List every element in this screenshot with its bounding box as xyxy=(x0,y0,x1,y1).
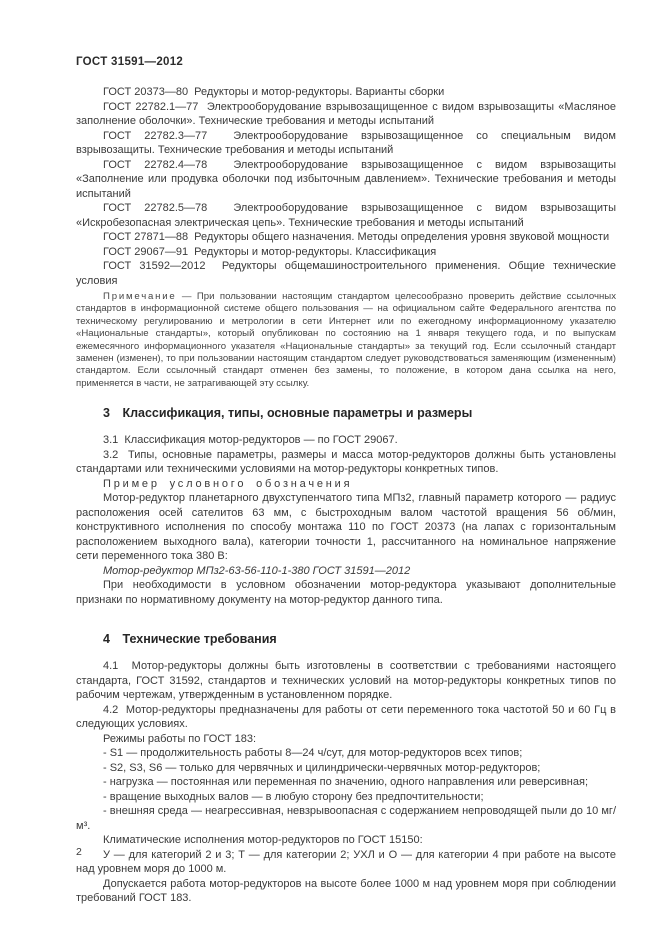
example-designation-text: Мотор-редуктор планетарного двухступенчатого типа МПз2, главный параметр которого — радиус расположения осей сателитов 63 мм, с быстроходным валом частотой вращения 56 об/мин, конструктивного исполнения по способу монтажа 110 по ГОСТ 20373 (на лапах с горизонтальным расположением выходного вала), категории точности 1, рассчитанного на номинальное напряжение сети переменного тока 380 В: xyxy=(76,492,616,563)
note-paragraph xyxy=(76,291,616,390)
clause-3-2: 3.2 Типы, основные параметры, размеры и масса мотор-редукторов должны быть установлены стандартами или техническими условиями на мотор-редукторы конкретных типов. xyxy=(76,448,616,476)
climate-categories: У — для категорий 2 и 3; Т — для категории 2; УХЛ и О — для категории 4 при работе на высоте над уровнем моря до 1000 м. xyxy=(76,848,616,876)
reference-item: ГОСТ 22782.3—77 Электрооборудование взрывозащищенное со специальным видом взрывозащиты. Технические требования и методы испытаний xyxy=(76,129,616,156)
document-header: ГОСТ 31591—2012 xyxy=(76,56,184,68)
work-mode-item: - S2, S3, S6 — только для червячных и цилиндрически-червячных мотор-редукторов; xyxy=(103,761,541,774)
note-label: Примечание xyxy=(103,291,177,302)
section-4-heading xyxy=(76,631,616,647)
work-mode-item: - внешняя среда — неагрессивная, невзрывоопасная с содержанием непроводящей пыли до 10 мг/м³. xyxy=(76,805,616,832)
reference-item: ГОСТ 27871—88 Редукторы общего назначения. Методы определения уровня звуковой мощности xyxy=(103,231,610,243)
section-3-title: Классификация, типы, основные параметры и размеры xyxy=(122,406,473,421)
reference-item: ГОСТ 22782.1—77 Электрооборудование взрывозащищенное с видом взрывозащиты «Масляное заполнение оболочки». Технические требования и методы испытаний xyxy=(76,100,616,127)
work-mode-item: - S1 — продолжительность работы 8—24 ч/сут, для мотор-редукторов всех типов; xyxy=(103,747,523,760)
section-4-number: 4 xyxy=(103,632,110,647)
reference-item: ГОСТ 29067—91 Редукторы и мотор-редукторы. Классификация xyxy=(103,245,437,258)
note-text: — При пользовании настоящим стандартом целесообразно проверить действие ссылочных стандартов в информационной системе общего пользования — на официальном сайте Федерального агентства по техническому регулированию и метрологии в сети Интернет или по ежегодному информационному указателю «Национальные стандарты», который опубликован по состоянию на 1 января текущего года, и по выпускам ежемесячного информационного указателя «Национальные стандарты» за текущий год. Если ссылочный стандарт заменен (изменен), то при пользовании настоящим стандартом следует руководствоваться заменяющим (измененным) стандартом. Если ссылочный стандарт отменен без замены, то положение, в котором дана ссылка на него, применяется в части, не затрагивающей эту ссылку. xyxy=(76,291,617,389)
example-designation-label: Пример условного обозначения xyxy=(103,477,353,490)
section-4-title: Технические требования xyxy=(122,632,277,647)
climate-intro: Климатические исполнения мотор-редукторов по ГОСТ 15150: xyxy=(103,834,423,847)
section-3-heading xyxy=(76,405,616,421)
work-mode-item: - нагрузка — постоянная или переменная по значению, одного направления или реверсивная; xyxy=(103,776,588,789)
page-number: 2 xyxy=(76,846,82,858)
clause-4-2: 4.2 Мотор-редукторы предназначены для работы от сети переменного тока частотой 50 и 60 Гц в следующих условиях. xyxy=(76,703,616,731)
work-mode-item: - вращение выходных валов — в любую сторону без предпочтительности; xyxy=(103,790,484,803)
altitude-allowance: Допускается работа мотор-редукторов на высоте более 1000 м над уровнем моря при соблюдении требований ГОСТ 183. xyxy=(76,877,616,905)
clause-3-closing: При необходимости в условном обозначении мотор-редуктора указывают дополнительные признаки по нормативному документу на мотор-редуктор данного типа. xyxy=(76,579,616,606)
clause-3-1: 3.1 Классификация мотор-редукторов — по ГОСТ 29067. xyxy=(103,434,398,447)
motor-reducer-designation: Мотор-редуктор МПз2-63-56-110-1-380 ГОСТ 31591—2012 xyxy=(103,564,411,577)
clause-4-1: 4.1 Мотор-редукторы должны быть изготовлены в соответствии с требованиями настоящего стандарта, ГОСТ 31592, стандартов и технических условий на мотор-редукторы конкретных типов по рабочим чертежам, утвержденным в установленном порядке. xyxy=(76,660,616,702)
reference-item: ГОСТ 31592—2012 Редукторы общемашиностроительного применения. Общие технические условия xyxy=(76,260,616,287)
section-3-number: 3 xyxy=(103,406,110,421)
reference-item: ГОСТ 22782.4—78 Электрооборудование взрывозащищенное с видом взрывозащиты «Заполнение или продувка оболочки под избыточным давлением». Технические требования и методы испытаний xyxy=(76,158,616,200)
reference-item: ГОСТ 22782.5—78 Электрооборудование взрывозащищенное с видом взрывозащиты «Искробезопасная электрическая цепь». Технические требования и методы испытаний xyxy=(76,202,616,229)
reference-item: ГОСТ 20373—80 Редукторы и мотор-редукторы. Варианты сборки xyxy=(103,86,445,98)
work-modes-intro: Режимы работы по ГОСТ 183: xyxy=(103,732,257,745)
